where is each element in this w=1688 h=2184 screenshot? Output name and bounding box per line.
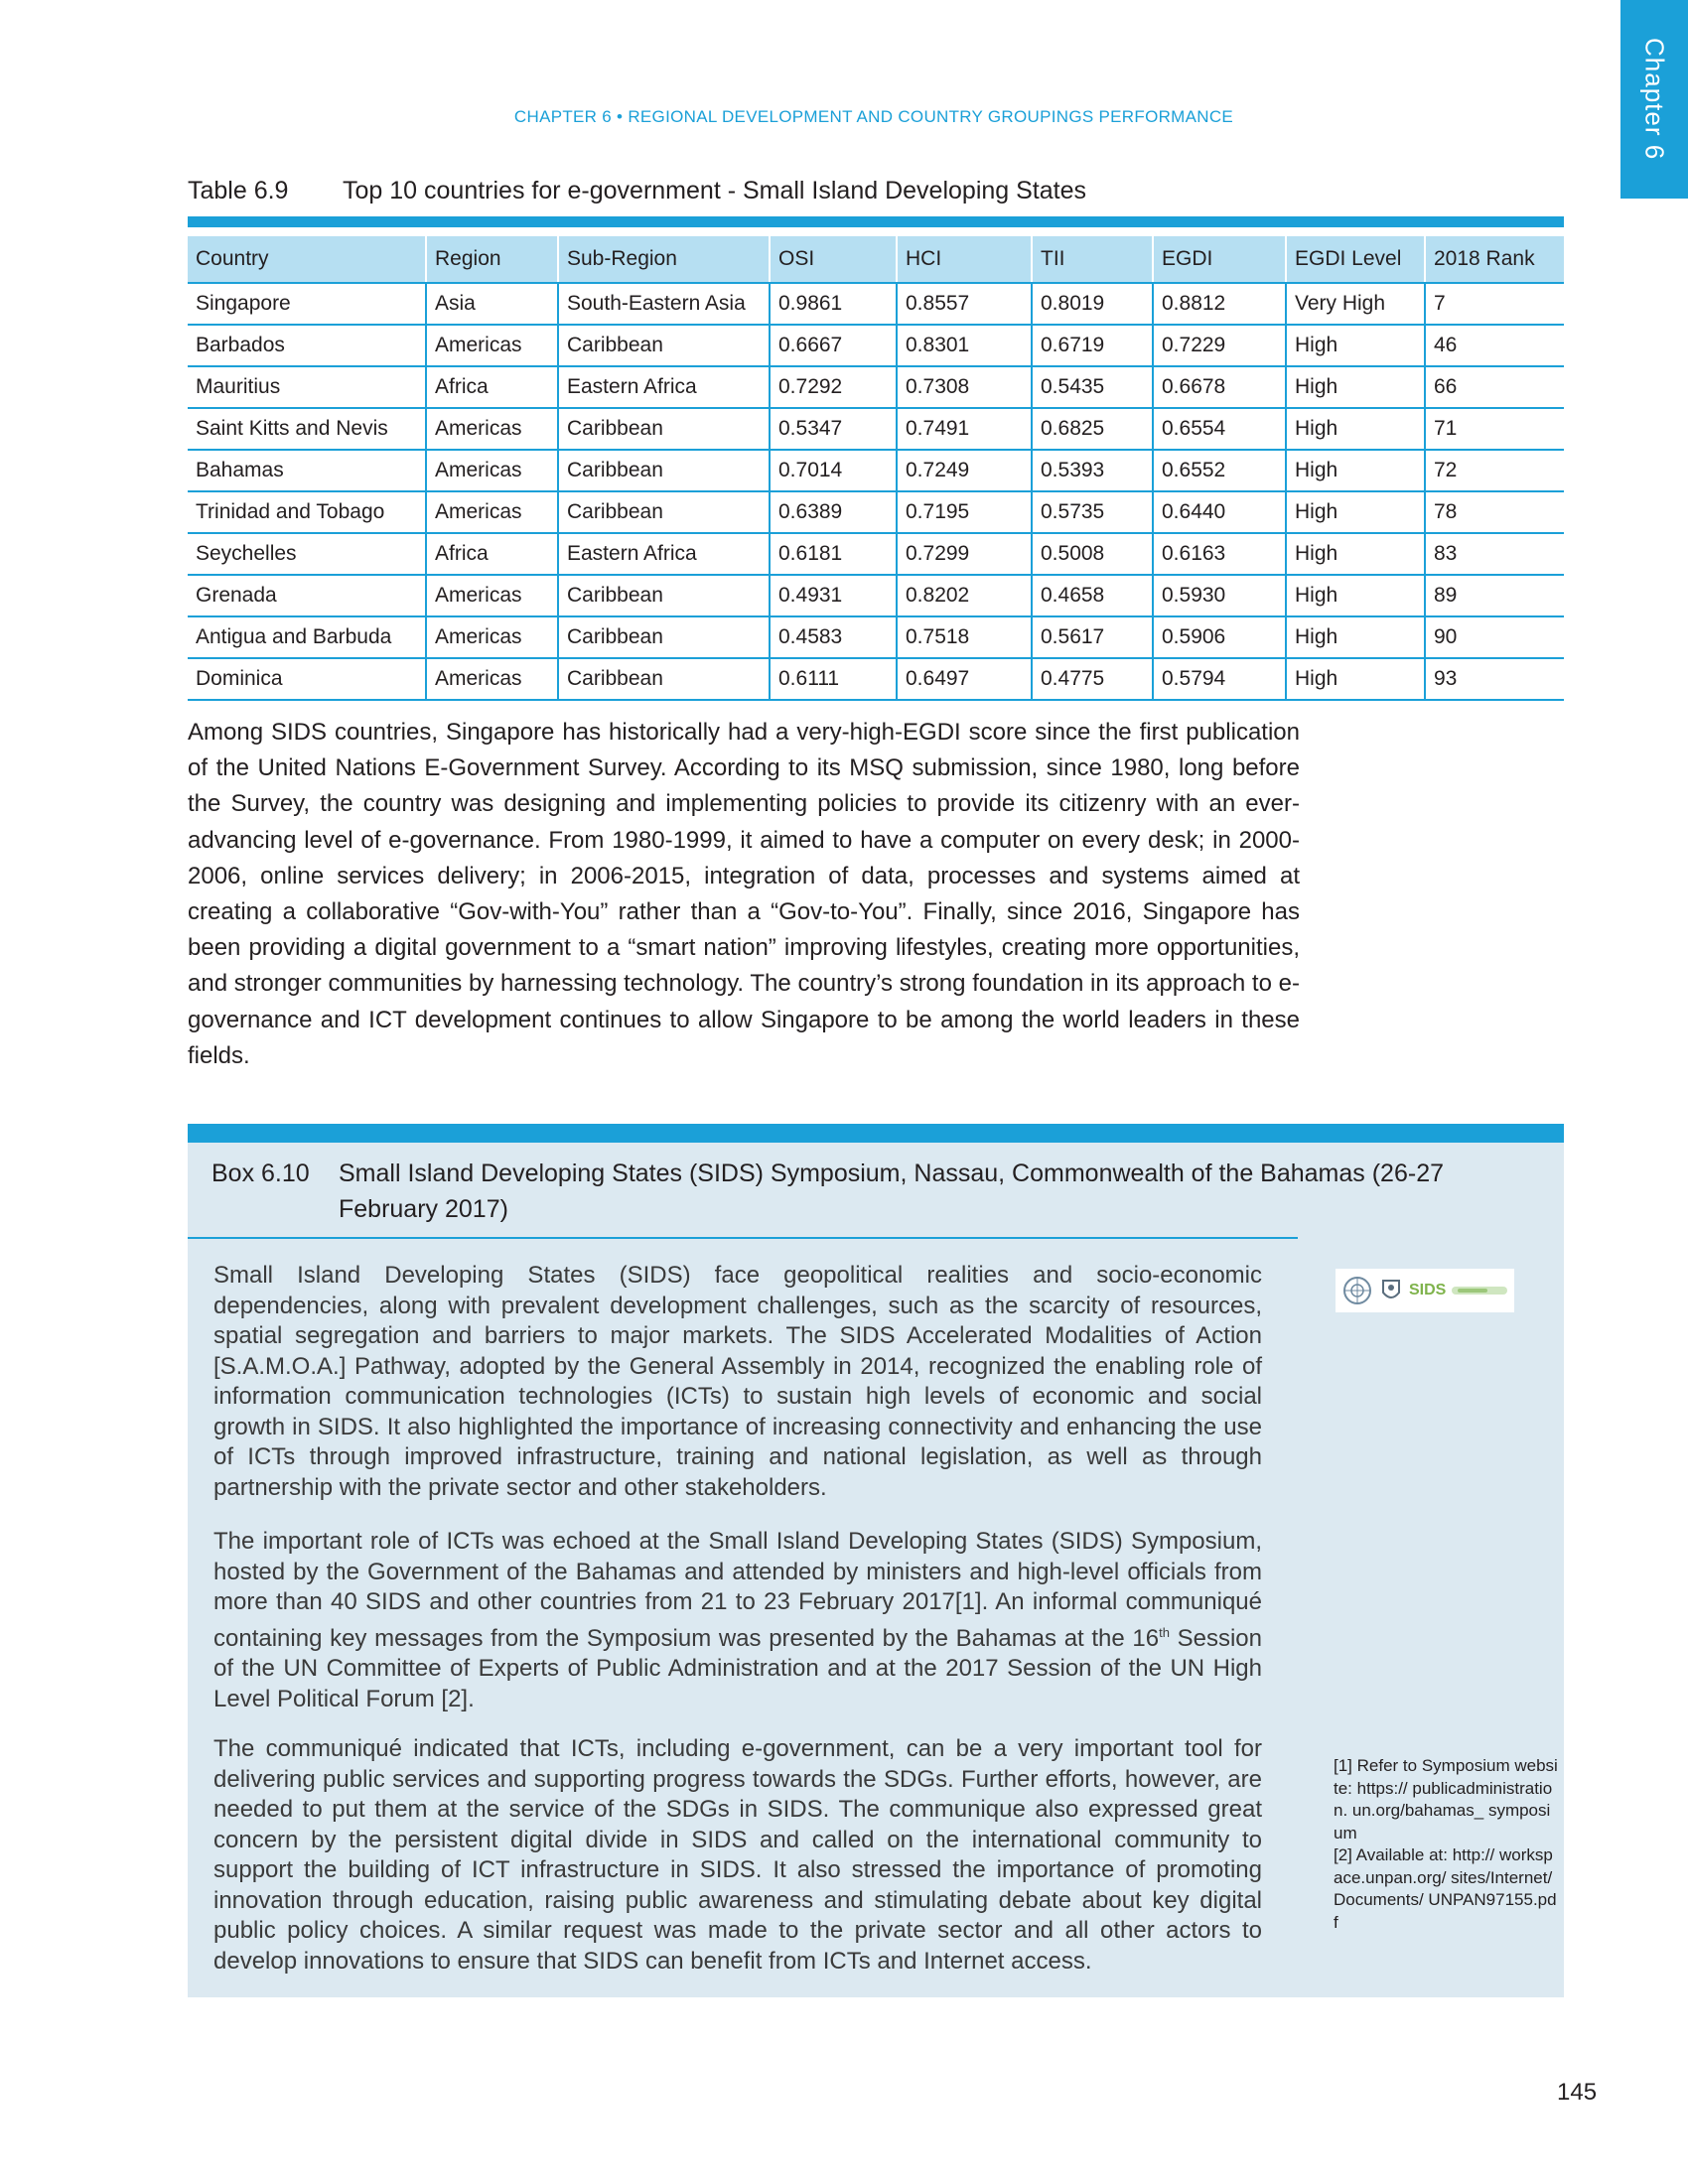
table-row — [188, 283, 1564, 325]
table-cell: 0.5347 — [770, 408, 897, 450]
running-header: CHAPTER 6 • REGIONAL DEVELOPMENT AND COUNTRY GROUPINGS PERFORMANCE — [513, 107, 1234, 126]
table-cell: 7 — [1425, 283, 1564, 325]
singapore-paragraph: Among SIDS countries, Singapore has historically had a very-high-EGDI score since the first publication of the United Nations E-Government Survey. According to its MSQ submission, since 1980, long before the Survey, the country was designing and implementing policies to provide its citizenry with an ever-advancing level of e-governance. From 1980-1999, it aimed to have a computer on every desk; in 2000-2006, online services delivery; in 2006-2015, integration of data, processes and systems aimed at creating a collaborative “Gov-with-You” rather than a “Gov-to-You”. Finally, since 2016, Singapore has been providing a digital government to a “smart nation” improving lifestyles, creating more opportunities, and stronger communities by harnessing technology. The country’s strong foundation in its approach to e-governance and ICT development continues to allow Singapore to be among the world leaders in these fields. — [188, 719, 1300, 1069]
box-footnotes — [1334, 1755, 1558, 1934]
table-cell: Americas — [426, 491, 558, 533]
table-caption — [188, 177, 1086, 205]
column-header: Country — [188, 236, 426, 283]
column-header: EGDI — [1153, 236, 1286, 283]
table-cell: High — [1286, 616, 1425, 658]
table-cell: Caribbean — [558, 325, 770, 366]
table-cell: 0.5008 — [1032, 533, 1153, 575]
box-title-divider — [188, 1237, 1298, 1239]
sids-egov-table — [188, 236, 1564, 701]
box-paragraph-1: Small Island Developing States (SIDS) face geopolitical realities and socio-economic dependencies, along with prevalent development challenges, such as the scarcity of resources, spatial segregation and barriers to major markets. The SIDS Accelerated Modalities of Action [S.A.M.O.A.] Pathway, adopted by the General Assembly in 2014, recognized the enabling role of information communication technologies (ICTs) to sustain high levels of economic and social growth in SIDS. It also highlighted the importance of increasing connectivity and enhancing the use of ICTs through improved infrastructure, training and national legislation, as well as through partnership with the private sector and other stakeholders. — [213, 1262, 1262, 1501]
table-cell: Americas — [426, 450, 558, 491]
table-cell: High — [1286, 408, 1425, 450]
column-header: Region — [426, 236, 558, 283]
table-cell: 0.7014 — [770, 450, 897, 491]
table-cell: 0.5435 — [1032, 366, 1153, 408]
table-cell: High — [1286, 491, 1425, 533]
table-cell: 0.5735 — [1032, 491, 1153, 533]
table-cell: 0.6497 — [897, 658, 1032, 700]
table-row — [188, 491, 1564, 533]
box-paragraph-2-end: Session of the UN Committee of Experts of Public Administration and at the 2017 Session of the UN High Level Political Forum [2]. — [213, 1624, 1262, 1712]
table-cell: Americas — [426, 575, 558, 616]
table-cell: Mauritius — [188, 366, 426, 408]
table-cell: Trinidad and Tobago — [188, 491, 426, 533]
table-cell: Very High — [1286, 283, 1425, 325]
column-header: TII — [1032, 236, 1153, 283]
table-cell: Singapore — [188, 283, 426, 325]
table-cell: Caribbean — [558, 575, 770, 616]
table-cell: 0.9861 — [770, 283, 897, 325]
table-cell: Caribbean — [558, 616, 770, 658]
table-cell: 0.6552 — [1153, 450, 1286, 491]
box-6-10 — [188, 1124, 1564, 1997]
table-cell: 0.6678 — [1153, 366, 1286, 408]
chapter-side-tab — [1620, 0, 1688, 199]
table-cell: 0.8202 — [897, 575, 1032, 616]
table-cell: Grenada — [188, 575, 426, 616]
table-cell: 83 — [1425, 533, 1564, 575]
table-cell: 0.5617 — [1032, 616, 1153, 658]
box-paragraph-2 — [213, 1527, 1262, 1714]
caption-divider — [188, 216, 1564, 227]
table-cell: 0.4583 — [770, 616, 897, 658]
table-cell: Saint Kitts and Nevis — [188, 408, 426, 450]
table-cell: 0.7292 — [770, 366, 897, 408]
table-cell: 0.8301 — [897, 325, 1032, 366]
table-cell: Barbados — [188, 325, 426, 366]
table-cell: Caribbean — [558, 658, 770, 700]
page-number: 145 — [1557, 2079, 1598, 2106]
table-cell: 0.8557 — [897, 283, 1032, 325]
table-cell: 0.7249 — [897, 450, 1032, 491]
table-cell: Caribbean — [558, 450, 770, 491]
table-cell: Bahamas — [188, 450, 426, 491]
table-row — [188, 450, 1564, 491]
table-cell: 90 — [1425, 616, 1564, 658]
table-cell: Americas — [426, 408, 558, 450]
table-row — [188, 533, 1564, 575]
box-top-bar — [188, 1124, 1564, 1143]
table-cell: 0.7195 — [897, 491, 1032, 533]
table-cell: High — [1286, 450, 1425, 491]
table-cell: Americas — [426, 658, 558, 700]
column-header: OSI — [770, 236, 897, 283]
table-cell: Eastern Africa — [558, 533, 770, 575]
table-cell: 0.4775 — [1032, 658, 1153, 700]
table-cell: 46 — [1425, 325, 1564, 366]
box-title — [211, 1156, 1542, 1227]
column-header: HCI — [897, 236, 1032, 283]
table-cell: High — [1286, 575, 1425, 616]
table-cell: 0.6440 — [1153, 491, 1286, 533]
table-cell: 0.6667 — [770, 325, 897, 366]
table-cell: 93 — [1425, 658, 1564, 700]
logo-banner-icon — [1452, 1281, 1507, 1300]
table-cell: 0.7491 — [897, 408, 1032, 450]
table-cell: High — [1286, 366, 1425, 408]
table-cell: 78 — [1425, 491, 1564, 533]
table-cell: 0.4931 — [770, 575, 897, 616]
table-cell: Caribbean — [558, 408, 770, 450]
table-cell: 71 — [1425, 408, 1564, 450]
table-cell: Americas — [426, 616, 558, 658]
chapter-side-tab-label: Chapter 6 — [1639, 38, 1670, 161]
table-cell: 66 — [1425, 366, 1564, 408]
table-cell: 0.6554 — [1153, 408, 1286, 450]
table-row — [188, 408, 1564, 450]
sids-logo-word: SIDS — [1409, 1282, 1447, 1298]
footnote-2: [2] Available at: http:// workspace.unpan.org/ sites/Internet/Documents/ UNPAN97155.pdf — [1334, 1845, 1557, 1932]
table-cell: Seychelles — [188, 533, 426, 575]
table-title: Top 10 countries for e-government - Small Island Developing States — [343, 177, 1086, 205]
table-cell: 0.7299 — [897, 533, 1032, 575]
box-number: Box 6.10 — [211, 1160, 310, 1187]
table-cell: 0.6181 — [770, 533, 897, 575]
table-row — [188, 366, 1564, 408]
table-cell: 0.7308 — [897, 366, 1032, 408]
table-cell: 0.6389 — [770, 491, 897, 533]
column-header: EGDI Level — [1286, 236, 1425, 283]
table-cell: 0.7518 — [897, 616, 1032, 658]
table-cell: 72 — [1425, 450, 1564, 491]
table-cell: South-Eastern Asia — [558, 283, 770, 325]
ordinal-superscript: th — [1159, 1624, 1170, 1640]
table-cell: Asia — [426, 283, 558, 325]
table-number: Table 6.9 — [188, 177, 289, 205]
table-cell: 0.6719 — [1032, 325, 1153, 366]
table-row — [188, 616, 1564, 658]
table-cell: Africa — [426, 533, 558, 575]
table-cell: 0.6163 — [1153, 533, 1286, 575]
table-cell: 0.5393 — [1032, 450, 1153, 491]
table-cell: Africa — [426, 366, 558, 408]
table-cell: Eastern Africa — [558, 366, 770, 408]
table-cell: 0.6825 — [1032, 408, 1153, 450]
table-cell: 0.5906 — [1153, 616, 1286, 658]
table-cell: 0.8812 — [1153, 283, 1286, 325]
table-cell: Antigua and Barbuda — [188, 616, 426, 658]
coat-of-arms-icon — [1379, 1275, 1403, 1306]
un-emblem-icon — [1341, 1275, 1373, 1306]
table-row — [188, 325, 1564, 366]
table-cell: 0.5930 — [1153, 575, 1286, 616]
sids-logo — [1336, 1269, 1514, 1312]
table-cell: Caribbean — [558, 491, 770, 533]
table-row — [188, 658, 1564, 700]
table-cell: High — [1286, 658, 1425, 700]
table-cell: 89 — [1425, 575, 1564, 616]
table-cell: High — [1286, 533, 1425, 575]
table-cell: 0.5794 — [1153, 658, 1286, 700]
table-body — [188, 283, 1564, 700]
table-cell: 0.7229 — [1153, 325, 1286, 366]
table-cell: 0.6111 — [770, 658, 897, 700]
column-header: 2018 Rank — [1425, 236, 1564, 283]
table-cell: Americas — [426, 325, 558, 366]
box-title-text: Small Island Developing States (SIDS) Symposium, Nassau, Commonwealth of the Bahamas (26-27 February 2017) — [339, 1160, 1445, 1223]
table-cell: Dominica — [188, 658, 426, 700]
box-paragraph-2-start: The important role of ICTs was echoed at the Small Island Developing States (SIDS) Symposium, hosted by the Government of the Bahamas and attended by ministers and high-level officials from more than 40 SIDS and other countries from 21 to 23 February 2017[1]. An informal communiqué containing key messages from the Symposium was presented by the Bahamas at the 16 — [213, 1528, 1262, 1652]
footnote-1: [1] Refer to Symposium website: https:// publicadministration. un.org/bahamas_ symposium — [1334, 1756, 1558, 1843]
table-header-row — [188, 236, 1564, 283]
table-cell: High — [1286, 325, 1425, 366]
table-cell: 0.4658 — [1032, 575, 1153, 616]
column-header: Sub-Region — [558, 236, 770, 283]
box-paragraph-3: The communiqué indicated that ICTs, including e-government, can be a very important tool for delivering public services and supporting progress towards the SDGs. Further efforts, however, are needed to put them at the service of the SDGs in SIDS. The communique also expressed great concern by the persistent digital divide in SIDS and called on the international community to support the building of ICT infrastructure in SIDS. It also stressed the importance of promoting innovation through education, raising public awareness and stimulating debate about key digital public policy choices. A similar request was made to the private sector and all other actors to develop innovations to ensure that SIDS can benefit from ICTs and Internet access. — [213, 1735, 1262, 1975]
table-row — [188, 575, 1564, 616]
table-cell: 0.8019 — [1032, 283, 1153, 325]
